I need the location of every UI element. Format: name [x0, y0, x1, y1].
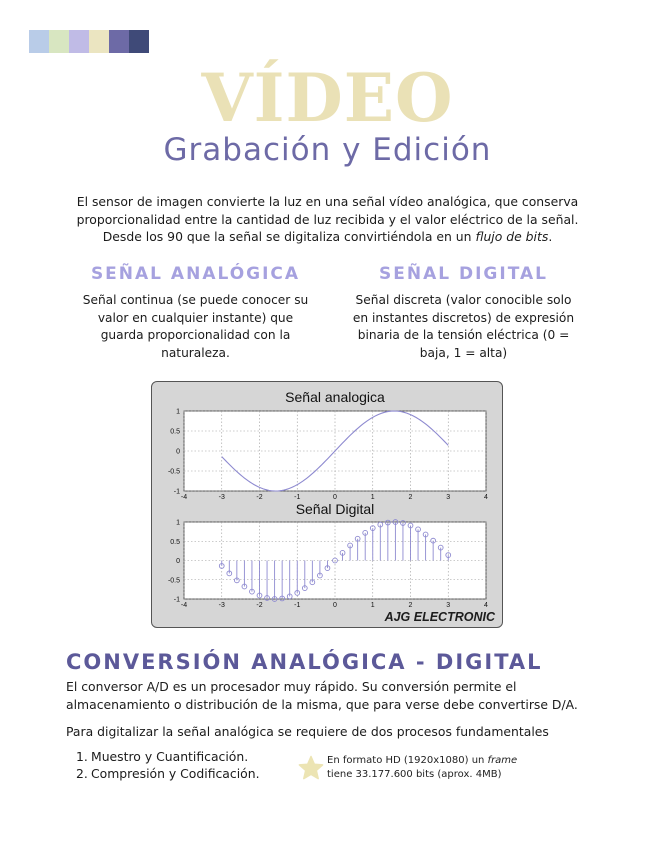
- x-tick-label: -3: [218, 602, 225, 609]
- page-title: VÍDEO: [201, 59, 454, 137]
- y-tick-label: -1: [173, 488, 180, 496]
- x-tick-label: 3: [446, 602, 451, 609]
- x-tick-label: -2: [256, 602, 263, 609]
- palette-swatch: [69, 30, 89, 53]
- intro-paragraph: [60, 193, 595, 246]
- note-line-1-text: En formato HD (1920x1080) un: [327, 755, 488, 766]
- y-tick-label: -0.5: [167, 577, 180, 585]
- note-line-1-emphasis: frame: [487, 755, 518, 766]
- x-tick-label: 2: [408, 494, 413, 501]
- x-tick-label: -1: [294, 494, 301, 501]
- x-tick-label: -1: [294, 602, 301, 609]
- conversor-paragraph: El conversor A/D es un procesador muy rápido. Su conversión permite el almacenamiento o distribución de la misma, que para verse debe convertirse D/A.: [66, 679, 578, 712]
- x-tick-label: -2: [256, 494, 263, 501]
- note-text: [327, 754, 517, 782]
- digital-column: [336, 262, 591, 362]
- signal-figure: [151, 381, 503, 628]
- intro-text: El sensor de imagen convierte la luz en una señal vídeo analógica, que conserva proporcionalidad entre la cantidad de luz recibida y el valor eléctrico de la señal. Desde los 90 que la señal se digitaliza convirtiéndola en un: [76, 194, 579, 244]
- x-tick-label: 1: [370, 602, 375, 609]
- x-tick-label: -3: [218, 494, 225, 501]
- y-tick-label: 0.5: [170, 538, 180, 546]
- digital-description: Señal discreta (valor conocible solo en instantes discretos) de expresión binaria de la tensión eléctrica (0 = baja, 1 = alta): [352, 293, 575, 360]
- intro-emphasis: flujo de bits: [475, 229, 549, 244]
- list-item: [76, 748, 260, 765]
- list-item-label: Compresión y Codificación.: [91, 766, 260, 781]
- palette-swatch: [109, 30, 129, 53]
- x-tick-label: 4: [484, 602, 488, 609]
- x-tick-label: -4: [180, 494, 188, 501]
- watermark-text: AJG ELECTRONIC: [384, 610, 495, 624]
- palette-swatch: [89, 30, 109, 53]
- list-item-number: 2.: [76, 766, 88, 781]
- y-tick-label: -0.5: [167, 468, 180, 476]
- process-list: [76, 748, 260, 782]
- list-item-number: 1.: [76, 749, 88, 764]
- palette-swatch: [29, 30, 49, 53]
- x-tick-label: 1: [370, 494, 375, 501]
- y-tick-label: 1: [176, 519, 180, 527]
- analog-description: Señal continua (se puede conocer su valor en cualquier instante) que guarda proporcionalidad con la naturaleza.: [82, 293, 309, 360]
- chart-title: Señal analogica: [285, 389, 385, 405]
- x-tick-label: 2: [408, 602, 413, 609]
- palette-swatch: [129, 30, 149, 53]
- list-item: [76, 765, 260, 782]
- signal-chart: [152, 382, 502, 627]
- note-line-1: [327, 754, 517, 768]
- frame-size-note: [298, 754, 517, 782]
- color-palette: [29, 30, 149, 53]
- y-tick-label: 0: [176, 448, 180, 456]
- intro-end: .: [548, 229, 553, 244]
- analog-heading: SEÑAL ANALÓGICA: [90, 264, 301, 284]
- x-tick-label: -4: [180, 602, 188, 609]
- list-item-label: Muestro y Cuantificación.: [91, 749, 249, 764]
- x-tick-label: 0: [333, 602, 337, 609]
- palette-swatch: [49, 30, 69, 53]
- page-subtitle: Grabación y Edición: [163, 132, 492, 168]
- y-tick-label: 0.5: [170, 428, 180, 436]
- processes-paragraph: Para digitalizar la señal analógica se requiere de dos procesos fundamentales: [66, 724, 549, 739]
- digital-heading: SEÑAL DIGITAL: [379, 264, 548, 284]
- x-tick-label: 3: [446, 494, 451, 501]
- star-icon: [298, 755, 324, 781]
- chart-title: Señal Digital: [295, 501, 375, 517]
- analog-column: [68, 262, 323, 362]
- section-heading: CONVERSIÓN ANALÓGICA - DIGITAL: [66, 650, 543, 674]
- y-tick-label: 1: [176, 408, 180, 416]
- x-tick-label: 4: [484, 494, 488, 501]
- y-tick-label: -1: [173, 596, 180, 604]
- x-tick-label: 0: [333, 494, 337, 501]
- note-line-2: tiene 33.177.600 bits (aprox. 4MB): [327, 769, 502, 780]
- y-tick-label: 0: [176, 558, 180, 565]
